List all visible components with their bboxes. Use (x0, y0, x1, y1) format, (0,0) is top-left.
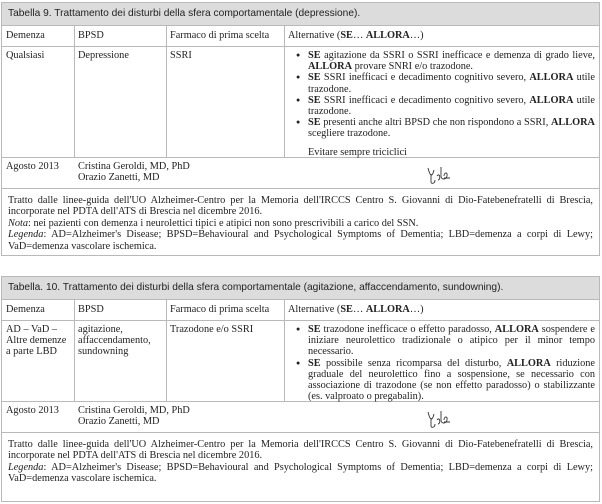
alternative-item: ● SE agitazione da SSRI o SSRI inefficace e demenza di grado lieve, ALLORA provare SNRI e/o trazodone. (296, 50, 595, 72)
table-10 (1, 276, 600, 502)
table-9-signature-row (2, 158, 599, 188)
header-farmaco: Farmaco di prima scelta (170, 304, 270, 315)
footer-date: Agosto 2013 (6, 405, 59, 416)
table-10-title: Tabella. 10. Trattamento dei disturbi della sfera comportamentale (agitazione, affaccendamento, sundowning). (2, 277, 599, 300)
table-10-signature-row (2, 402, 599, 432)
alternative-item: ● SE SSRI inefficaci e decadimento cognitivo severo, ALLORA utile trazodone. (296, 95, 595, 117)
signature-icon (426, 408, 452, 430)
alternative-item: ● SE trazodone inefficace o effetto paradosso, ALLORA sospendere e iniziare neurolettico tradizionale o atipico per il minor tempo necessario. (296, 324, 595, 358)
header-demenza: Demenza (6, 30, 45, 41)
table-9-source: Tratto dalle linee-guida dell'UO Alzheimer-Centro per la Memoria dell'IRCCS Centro S. Giovanni di Dio-Fatebenefratelli di Brescia, incorporate nel PDTA dell'ATS di Brescia nel dicembre 2016. Nota: nei pazienti con demenza i neurolettici tipici e atipici non sono prescrivibili a carico del SSN. Legenda: AD=Alzheimer's Disease; BPSD=Behavioural and Psychological Symptoms of Dementia; LBD=demenza a corpi di Lewy; VaD=demenza vascolare ischemica. (2, 188, 599, 252)
header-farmaco: Farmaco di prima scelta (170, 30, 270, 41)
header-bpsd: BPSD (78, 304, 104, 315)
alternative-item: ● SE presenti anche altri BPSD che non rispondono a SSRI, ALLORA scegliere trazodone. (296, 117, 595, 139)
cell-alternatives (284, 47, 599, 157)
note-triciclici: Evitare sempre triciclici (308, 146, 407, 158)
header-alternative: Alternative (SE… ALLORA…) (288, 304, 424, 315)
footer-authors: Cristina Geroldi, MD, PhD Orazio Zanetti, MD (78, 161, 190, 184)
footer-authors: Cristina Geroldi, MD, PhD Orazio Zanetti, MD (78, 405, 190, 428)
table-9-data-row (2, 47, 599, 158)
cell-farmaco: Trazodone e/o SSRI (170, 324, 254, 335)
table-9 (1, 2, 600, 256)
cell-demenza: AD – VaD – Altre demenze a parte LBD (6, 324, 67, 358)
cell-bpsd: Depressione (78, 50, 129, 61)
header-alternative: Alternative (SE… ALLORA…) (288, 30, 424, 41)
table-10-header-row (2, 300, 599, 321)
table-9-title: Tabella 9. Trattamento dei disturbi della sfera comportamentale (depressione). (2, 3, 599, 26)
cell-farmaco: SSRI (170, 50, 192, 61)
header-demenza: Demenza (6, 304, 45, 315)
cell-alternatives (284, 321, 599, 401)
table-9-header-row (2, 26, 599, 47)
cell-bpsd: agitazione, affaccendamento, sundowning (78, 324, 151, 358)
footer-date: Agosto 2013 (6, 161, 59, 172)
alternative-item: ● SE possibile senza ricomparsa del disturbo, ALLORA riduzione graduale del neurolettico fino a sospensione, se necessario con associazione di trazodone (se non effetto paradosso) o stabilizzante (es. valproato o pregabalin). (296, 358, 595, 403)
signature-icon (426, 164, 452, 186)
table-10-data-row (2, 321, 599, 402)
table-10-source: Tratto dalle linee-guida dell'UO Alzheimer-Centro per la Memoria dell'IRCCS Centro S. Giovanni di Dio-Fatebenefratelli di Brescia, incorporate nel PDTA dell'ATS di Brescia nel dicembre 2016. Legenda: AD=Alzheimer's Disease; BPSD=Behavioural and Psychological Symptoms of Dementia; LBD=demenza a corpi di Lewy; VaD=demenza vascolare ischemica. (2, 432, 599, 485)
alternative-item: ● SE SSRI inefficaci e decadimento cognitivo severo, ALLORA utile trazodone. (296, 72, 595, 94)
cell-demenza: Qualsiasi (6, 50, 45, 61)
header-bpsd: BPSD (78, 30, 104, 41)
